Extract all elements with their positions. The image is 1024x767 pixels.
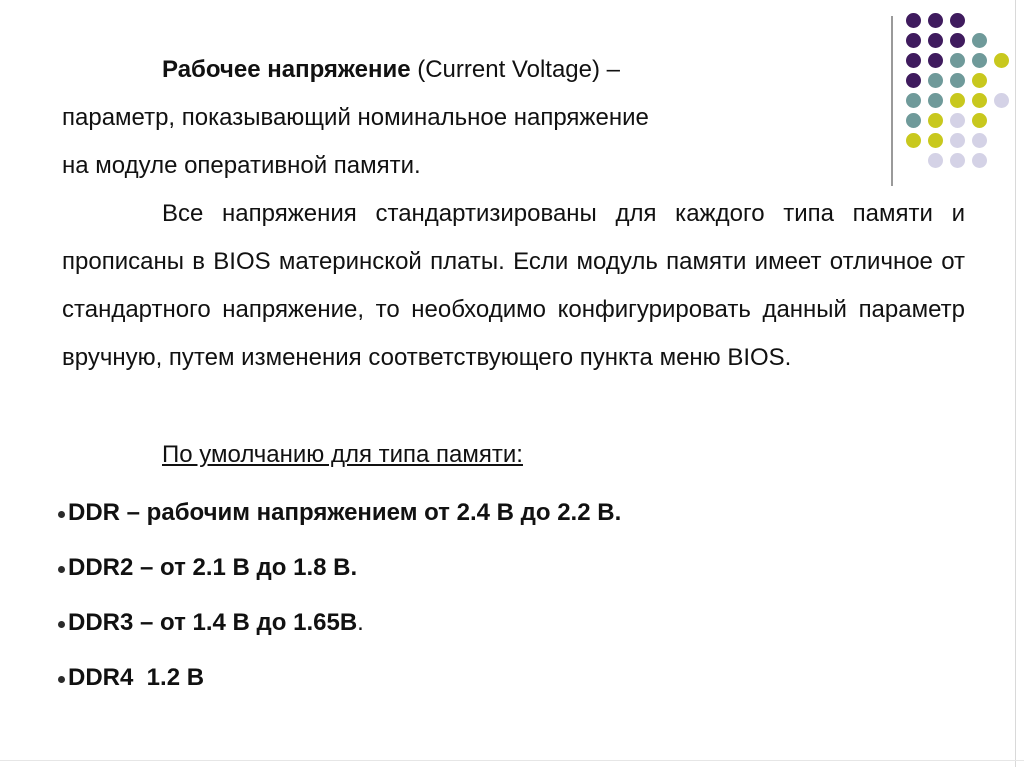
decorative-dot bbox=[972, 53, 987, 68]
list-item bbox=[58, 485, 958, 540]
bullet-icon bbox=[58, 676, 65, 683]
decorative-dot bbox=[928, 13, 943, 28]
decorative-dot bbox=[972, 33, 987, 48]
bullet-icon bbox=[58, 621, 65, 628]
voltage-text: DDR – рабочим напряжением от 2.4 В до 2.2 В. bbox=[68, 498, 622, 526]
decorative-dot bbox=[906, 13, 921, 28]
decorative-dot bbox=[972, 73, 987, 88]
term-label: Рабочее напряжение bbox=[162, 56, 411, 83]
decorative-dot bbox=[972, 113, 987, 128]
voltage-trailing-period: . bbox=[357, 608, 364, 636]
definition-line-3: на модуле оперативной памяти. bbox=[62, 152, 421, 179]
decorative-dot bbox=[972, 153, 987, 168]
definition-line-2: параметр, показывающий номинальное напряжение bbox=[62, 104, 649, 131]
decorative-dot bbox=[950, 13, 965, 28]
decorative-dot bbox=[994, 53, 1009, 68]
defaults-heading-line bbox=[62, 431, 965, 479]
voltage-text: DDR2 – от 2.1 В до 1.8 В. bbox=[68, 553, 358, 581]
voltage-text: DDR3 – от 1.4 В до 1.65В bbox=[68, 608, 358, 636]
voltage-text: DDR4 1.2 В bbox=[68, 663, 205, 691]
term-english: (Current Voltage) – bbox=[417, 56, 621, 83]
list-item bbox=[58, 595, 958, 650]
defaults-heading: По умолчанию для типа памяти: bbox=[162, 441, 523, 468]
decorative-dot bbox=[994, 93, 1009, 108]
decorative-dot bbox=[972, 93, 987, 108]
decorative-dot bbox=[972, 133, 987, 148]
standards-paragraph: Все напряжения стандартизированы для каждого типа памяти и прописаны в BIOS материнской платы. Если модуль памяти имеет отличное от стандартного напряжение, то необходимо конфигурировать данный параметр вручную, путем изменения соответствующего пункта меню BIOS. bbox=[62, 200, 965, 371]
slide-bottom-edge bbox=[0, 760, 1024, 761]
slide-frame-edge bbox=[1015, 0, 1016, 767]
bullet-icon bbox=[58, 566, 65, 573]
voltage-list bbox=[58, 485, 958, 705]
list-item bbox=[58, 650, 958, 705]
bullet-icon bbox=[58, 511, 65, 518]
definition-line-1 bbox=[62, 46, 965, 94]
list-item bbox=[58, 540, 958, 595]
